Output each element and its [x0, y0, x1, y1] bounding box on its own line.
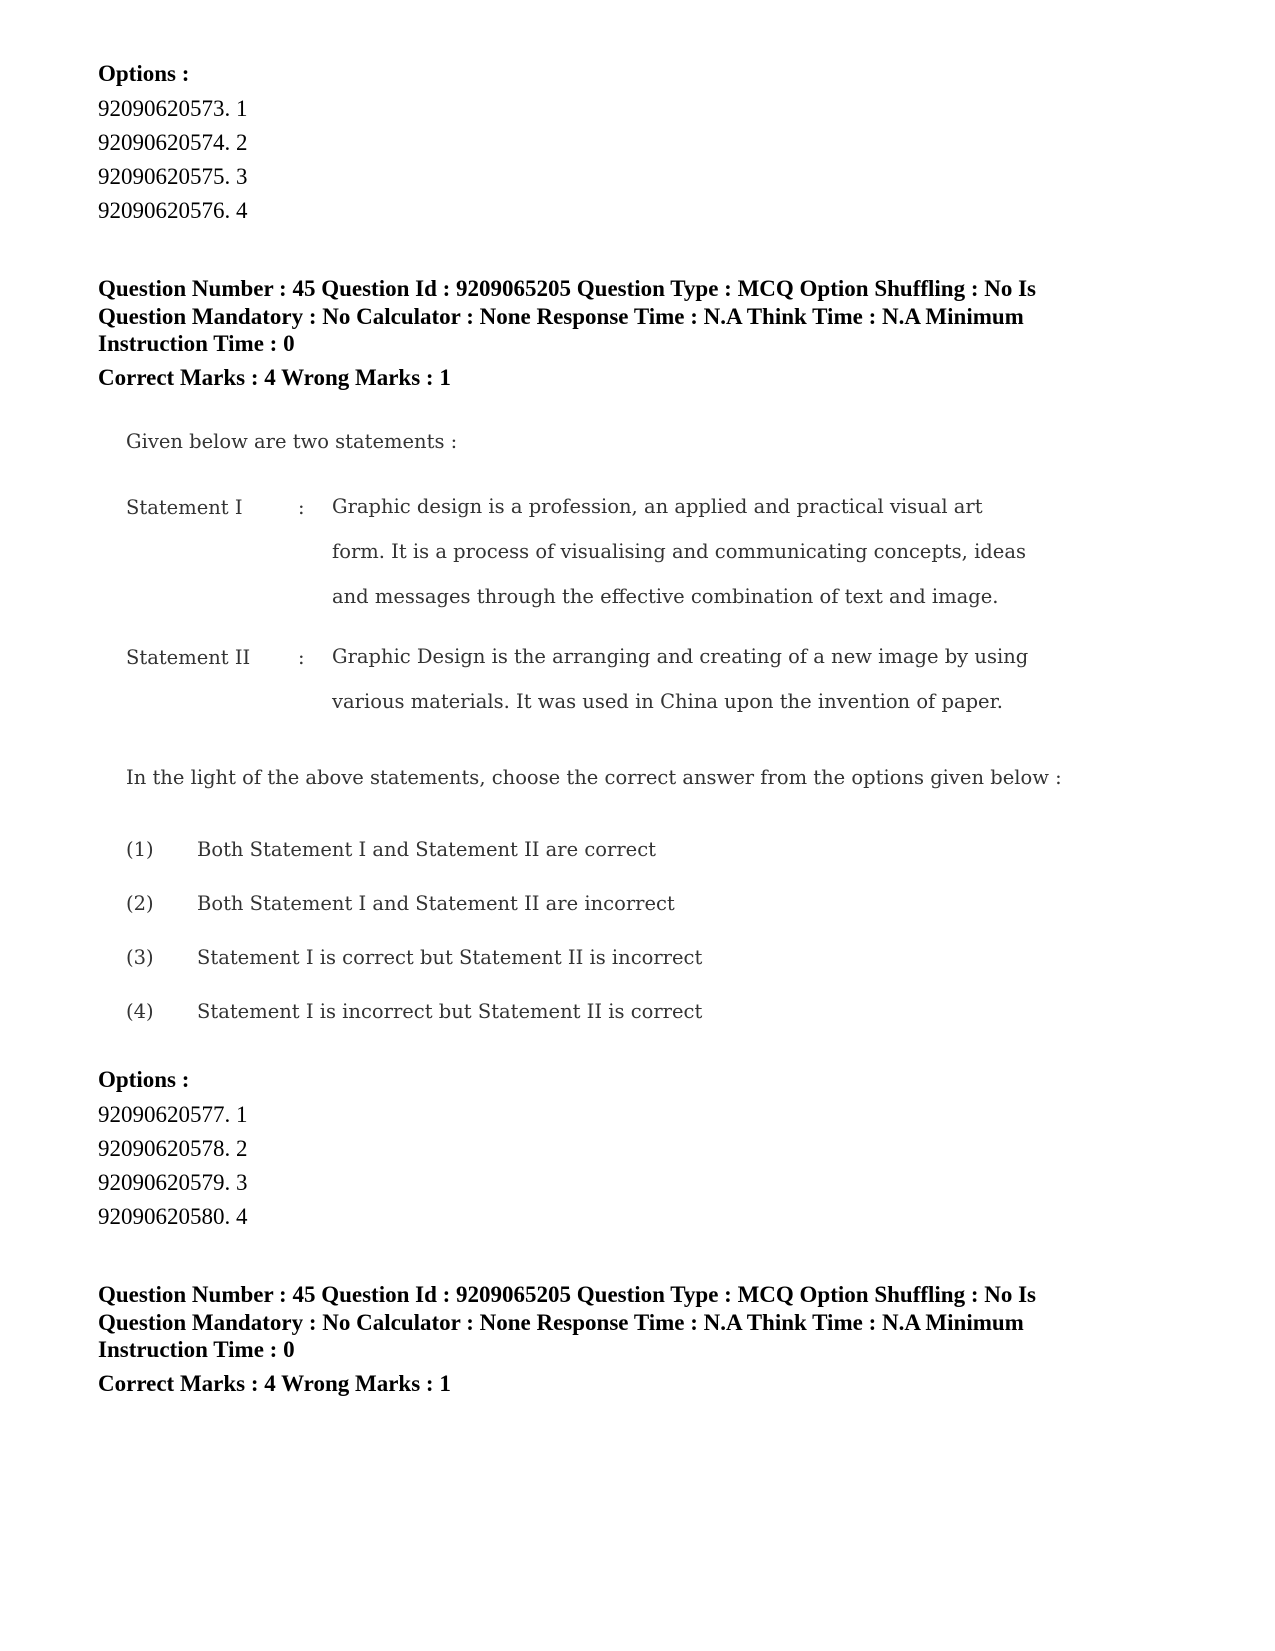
option-item: 92090620579. 3 [98, 1170, 248, 1195]
choice-number: (4) [126, 1000, 154, 1023]
choice-text: Both Statement I and Statement II are incorrect [197, 892, 675, 915]
option-item: 92090620573. 1 [98, 96, 248, 121]
question-intro: Given below are two statements : [126, 430, 458, 453]
question-meta-line: Instruction Time : 0 [98, 1337, 295, 1362]
question-meta-line: Question Mandatory : No Calculator : None Response Time : N.A Think Time : N.A Minimum [98, 1309, 1024, 1335]
question-instruction: In the light of the above statements, choose the correct answer from the options given below : [126, 766, 1062, 789]
statement-line: Graphic Design is the arranging and creating of a new image by using [332, 645, 1029, 668]
choice-text: Statement I is incorrect but Statement II is correct [197, 1000, 703, 1023]
choice-text: Statement I is correct but Statement II is incorrect [197, 946, 703, 969]
options-heading: Options : [98, 61, 190, 86]
statement-2-colon: : [298, 646, 305, 669]
options-heading: Options : [98, 1067, 190, 1092]
choice-text: Both Statement I and Statement II are correct [197, 838, 656, 861]
statement-2-text [332, 634, 1052, 724]
option-item: 92090620580. 4 [98, 1204, 248, 1229]
marks-line: Correct Marks : 4 Wrong Marks : 1 [98, 1371, 451, 1396]
option-item: 92090620577. 1 [98, 1102, 248, 1127]
question-meta [98, 275, 1158, 358]
statement-1-label: Statement I [126, 496, 243, 519]
choice-number: (2) [126, 892, 154, 915]
question-meta-line: Question Number : 45 Question Id : 9209065205 Question Type : MCQ Option Shuffling : No Is [98, 1282, 1037, 1307]
marks-line: Correct Marks : 4 Wrong Marks : 1 [98, 365, 451, 390]
question-meta [98, 1281, 1158, 1364]
statement-line: form. It is a process of visualising and communicating concepts, ideas [332, 540, 1026, 563]
statement-1-colon: : [298, 496, 305, 519]
option-item: 92090620578. 2 [98, 1136, 248, 1161]
statement-line: various materials. It was used in China upon the invention of paper. [332, 690, 1003, 713]
choice-number: (3) [126, 946, 154, 969]
statement-line: Graphic design is a profession, an applied and practical visual art [332, 495, 983, 518]
question-meta-line: Question Number : 45 Question Id : 9209065205 Question Type : MCQ Option Shuffling : No Is [98, 276, 1037, 301]
option-item: 92090620576. 4 [98, 198, 248, 223]
choice-number: (1) [126, 838, 154, 861]
option-item: 92090620574. 2 [98, 130, 248, 155]
statement-2-label: Statement II [126, 646, 251, 669]
statement-line: and messages through the effective combination of text and image. [332, 585, 999, 608]
statement-1-text [332, 484, 1052, 619]
question-meta-line: Question Mandatory : No Calculator : None Response Time : N.A Think Time : N.A Minimum [98, 303, 1024, 329]
option-item: 92090620575. 3 [98, 164, 248, 189]
question-meta-line: Instruction Time : 0 [98, 331, 295, 356]
